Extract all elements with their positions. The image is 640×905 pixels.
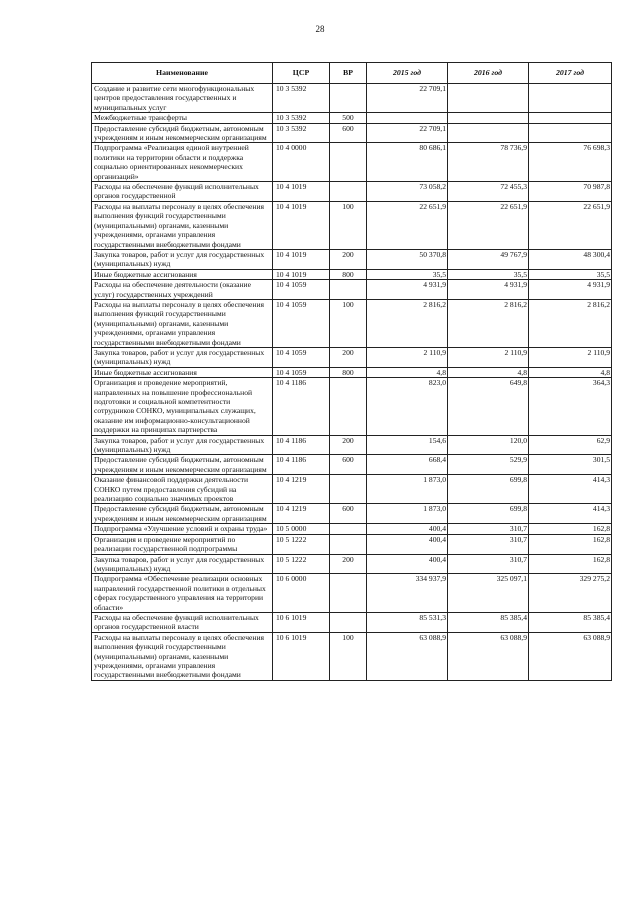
cell-2016: 120,0 <box>448 435 529 455</box>
cell-2016: 325 097,1 <box>448 574 529 613</box>
cell-vr <box>330 612 367 632</box>
cell-2016: 310,7 <box>448 554 529 574</box>
table-row <box>92 574 612 613</box>
cell-csr: 10 4 1059 <box>273 280 330 300</box>
table-row <box>92 378 612 435</box>
cell-csr: 10 4 1186 <box>273 455 330 475</box>
cell-2017: 76 698,3 <box>529 143 612 182</box>
cell-name: Расходы на выплаты персоналу в целях обеспечения выполнения функций государственными (муниципальными) органами, казенными учреждениями, органами управления государственными внебюджетными фондами <box>92 201 273 249</box>
cell-2016: 310,7 <box>448 524 529 534</box>
cell-name: Подпрограмма «Реализация единой внутренней политики на территории области и поддержка социально ориентированных некоммерческих организаций» <box>92 143 273 182</box>
cell-name: Предоставление субсидий бюджетным, автономным учреждениям и иным некоммерческим организациям <box>92 123 273 143</box>
table-row <box>92 299 612 347</box>
cell-2015: 80 686,1 <box>367 143 448 182</box>
cell-vr <box>330 143 367 182</box>
cell-name: Расходы на обеспечение деятельности (оказание услуг) государственных учреждений <box>92 280 273 300</box>
cell-vr: 600 <box>330 455 367 475</box>
table-row <box>92 367 612 377</box>
cell-csr: 10 4 1059 <box>273 347 330 367</box>
cell-vr: 800 <box>330 269 367 279</box>
cell-name: Закупка товаров, работ и услуг для государственных (муниципальных) нужд <box>92 554 273 574</box>
table-row <box>92 632 612 680</box>
cell-2017: 301,5 <box>529 455 612 475</box>
cell-2015: 73 058,2 <box>367 182 448 202</box>
cell-csr: 10 4 1019 <box>273 269 330 279</box>
cell-2016: 4,8 <box>448 367 529 377</box>
table-row <box>92 182 612 202</box>
cell-csr: 10 6 1019 <box>273 632 330 680</box>
cell-csr: 10 4 1219 <box>273 475 330 504</box>
cell-2016: 2 110,9 <box>448 347 529 367</box>
cell-name: Расходы на обеспечение функций исполнительных органов государственной <box>92 182 273 202</box>
cell-2016: 310,7 <box>448 534 529 554</box>
cell-2015: 22 651,9 <box>367 201 448 249</box>
cell-vr <box>330 280 367 300</box>
budget-table <box>91 62 612 681</box>
table-row <box>92 249 612 269</box>
cell-vr <box>330 524 367 534</box>
cell-2015: 668,4 <box>367 455 448 475</box>
cell-2015: 63 088,9 <box>367 632 448 680</box>
cell-2015: 4,8 <box>367 367 448 377</box>
table-row <box>92 123 612 143</box>
cell-2016: 2 816,2 <box>448 299 529 347</box>
cell-2015: 823,0 <box>367 378 448 435</box>
cell-2016: 78 736,9 <box>448 143 529 182</box>
cell-vr: 200 <box>330 347 367 367</box>
cell-2015: 22 709,1 <box>367 84 448 113</box>
cell-2015: 400,4 <box>367 554 448 574</box>
cell-csr: 10 6 0000 <box>273 574 330 613</box>
cell-2015: 400,4 <box>367 524 448 534</box>
table-row <box>92 269 612 279</box>
cell-vr: 100 <box>330 299 367 347</box>
cell-2017: 414,3 <box>529 475 612 504</box>
cell-2016: 72 455,3 <box>448 182 529 202</box>
cell-name: Предоставление субсидий бюджетным, автономным учреждениям и иным некоммерческим организациям <box>92 504 273 524</box>
cell-csr: 10 3 5392 <box>273 113 330 123</box>
cell-2017: 70 987,8 <box>529 182 612 202</box>
cell-csr: 10 4 1019 <box>273 182 330 202</box>
cell-csr: 10 5 1222 <box>273 534 330 554</box>
cell-2016 <box>448 113 529 123</box>
cell-2016: 35,5 <box>448 269 529 279</box>
cell-name: Организация и проведение мероприятий, направленных на повышение профессиональной подготовки и социальной компетентности сотрудников СОНКО, муниципальных служащих, оказание им информационно-консультационной поддержки на принципах партнерства <box>92 378 273 435</box>
cell-csr: 10 4 1186 <box>273 435 330 455</box>
table-body <box>92 84 612 681</box>
cell-2017 <box>529 113 612 123</box>
cell-2017: 162,8 <box>529 534 612 554</box>
cell-vr: 800 <box>330 367 367 377</box>
cell-2017: 48 300,4 <box>529 249 612 269</box>
cell-2017: 62,9 <box>529 435 612 455</box>
cell-csr: 10 6 1019 <box>273 612 330 632</box>
cell-2017: 364,3 <box>529 378 612 435</box>
cell-csr: 10 3 5392 <box>273 123 330 143</box>
cell-name: Закупка товаров, работ и услуг для государственных (муниципальных) нужд <box>92 249 273 269</box>
cell-2015: 35,5 <box>367 269 448 279</box>
cell-name: Иные бюджетные ассигнования <box>92 269 273 279</box>
cell-2015: 2 110,9 <box>367 347 448 367</box>
cell-csr: 10 4 1219 <box>273 504 330 524</box>
table-row <box>92 504 612 524</box>
cell-2015: 1 873,0 <box>367 504 448 524</box>
cell-2015: 22 709,1 <box>367 123 448 143</box>
cell-2016: 63 088,9 <box>448 632 529 680</box>
cell-2015 <box>367 113 448 123</box>
cell-2015: 154,6 <box>367 435 448 455</box>
cell-csr: 10 4 1059 <box>273 299 330 347</box>
cell-2016 <box>448 123 529 143</box>
cell-2017: 162,8 <box>529 524 612 534</box>
header-csr: ЦСР <box>273 63 330 84</box>
cell-2017: 329 275,2 <box>529 574 612 613</box>
cell-name: Закупка товаров, работ и услуг для государственных (муниципальных) нужд <box>92 435 273 455</box>
header-2015: 2015 год <box>367 63 448 84</box>
table-row <box>92 554 612 574</box>
cell-name: Расходы на выплаты персоналу в целях обеспечения выполнения функций государственными (муниципальными) органами, казенными учреждениями, органами управления государственными внебюджетными фондами <box>92 299 273 347</box>
table-row <box>92 534 612 554</box>
cell-name: Организация и проведение мероприятий по реализации государственной подпрограммы <box>92 534 273 554</box>
header-row <box>92 63 612 84</box>
cell-2017: 2 110,9 <box>529 347 612 367</box>
cell-name: Подпрограмма «Улучшение условий и охраны труда» <box>92 524 273 534</box>
table-row <box>92 347 612 367</box>
cell-vr <box>330 378 367 435</box>
table-row <box>92 524 612 534</box>
table-row <box>92 455 612 475</box>
cell-csr: 10 4 1019 <box>273 249 330 269</box>
cell-vr <box>330 84 367 113</box>
cell-2015: 334 937,9 <box>367 574 448 613</box>
cell-name: Подпрограмма «Обеспечение реализации основных направлений государственной политики в отдельных сферах государственного управления на территории области» <box>92 574 273 613</box>
cell-2016 <box>448 84 529 113</box>
cell-vr <box>330 574 367 613</box>
cell-2016: 4 931,9 <box>448 280 529 300</box>
table-row <box>92 280 612 300</box>
cell-2017: 85 385,4 <box>529 612 612 632</box>
cell-vr <box>330 475 367 504</box>
cell-vr: 200 <box>330 435 367 455</box>
table-row <box>92 435 612 455</box>
cell-csr: 10 5 1222 <box>273 554 330 574</box>
cell-vr: 200 <box>330 554 367 574</box>
header-2016: 2016 год <box>448 63 529 84</box>
cell-vr <box>330 534 367 554</box>
table-header <box>92 63 612 84</box>
cell-2017: 4 931,9 <box>529 280 612 300</box>
cell-2017: 4,8 <box>529 367 612 377</box>
cell-name: Оказание финансовой поддержки деятельности СОНКО путем предоставления субсидий на реализацию социально значимых проектов <box>92 475 273 504</box>
cell-name: Закупка товаров, работ и услуг для государственных (муниципальных) нужд <box>92 347 273 367</box>
cell-name: Создание и развитие сети многофункциональных центров предоставления государственных и муниципальных услуг <box>92 84 273 113</box>
table-row <box>92 84 612 113</box>
cell-2016: 22 651,9 <box>448 201 529 249</box>
cell-name: Иные бюджетные ассигнования <box>92 367 273 377</box>
cell-name: Межбюджетные трансферты <box>92 113 273 123</box>
cell-csr: 10 3 5392 <box>273 84 330 113</box>
cell-2017: 162,8 <box>529 554 612 574</box>
header-name: Наименование <box>92 63 273 84</box>
header-2017: 2017 год <box>529 63 612 84</box>
cell-2017 <box>529 84 612 113</box>
cell-csr: 10 4 0000 <box>273 143 330 182</box>
cell-2015: 4 931,9 <box>367 280 448 300</box>
cell-name: Предоставление субсидий бюджетным, автономным учреждениям и иным некоммерческим организациям <box>92 455 273 475</box>
cell-2017: 63 088,9 <box>529 632 612 680</box>
cell-2016: 649,8 <box>448 378 529 435</box>
table-row <box>92 475 612 504</box>
cell-2015: 1 873,0 <box>367 475 448 504</box>
cell-2017: 2 816,2 <box>529 299 612 347</box>
cell-vr: 500 <box>330 113 367 123</box>
cell-2015: 400,4 <box>367 534 448 554</box>
cell-name: Расходы на обеспечение функций исполнительных органов государственной власти <box>92 612 273 632</box>
table-row <box>92 143 612 182</box>
cell-2017 <box>529 123 612 143</box>
cell-vr: 600 <box>330 504 367 524</box>
cell-name: Расходы на выплаты персоналу в целях обеспечения выполнения функций государственными (муниципальными) органами, казенными учреждениями, органами управления государственными внебюджетными фондами <box>92 632 273 680</box>
cell-2017: 414,3 <box>529 504 612 524</box>
cell-2017: 35,5 <box>529 269 612 279</box>
table-row <box>92 201 612 249</box>
cell-2016: 49 767,9 <box>448 249 529 269</box>
cell-2015: 2 816,2 <box>367 299 448 347</box>
cell-vr <box>330 182 367 202</box>
page-number: 28 <box>315 24 325 34</box>
header-vr: ВР <box>330 63 367 84</box>
cell-csr: 10 4 1019 <box>273 201 330 249</box>
cell-vr: 200 <box>330 249 367 269</box>
cell-vr: 100 <box>330 632 367 680</box>
cell-vr: 600 <box>330 123 367 143</box>
cell-2016: 85 385,4 <box>448 612 529 632</box>
cell-csr: 10 4 1186 <box>273 378 330 435</box>
table-row <box>92 612 612 632</box>
cell-2015: 85 531,3 <box>367 612 448 632</box>
cell-2015: 50 370,8 <box>367 249 448 269</box>
cell-csr: 10 5 0000 <box>273 524 330 534</box>
cell-csr: 10 4 1059 <box>273 367 330 377</box>
table-row <box>92 113 612 123</box>
cell-2016: 699,8 <box>448 475 529 504</box>
cell-2017: 22 651,9 <box>529 201 612 249</box>
cell-2016: 529,9 <box>448 455 529 475</box>
cell-vr: 100 <box>330 201 367 249</box>
cell-2016: 699,8 <box>448 504 529 524</box>
